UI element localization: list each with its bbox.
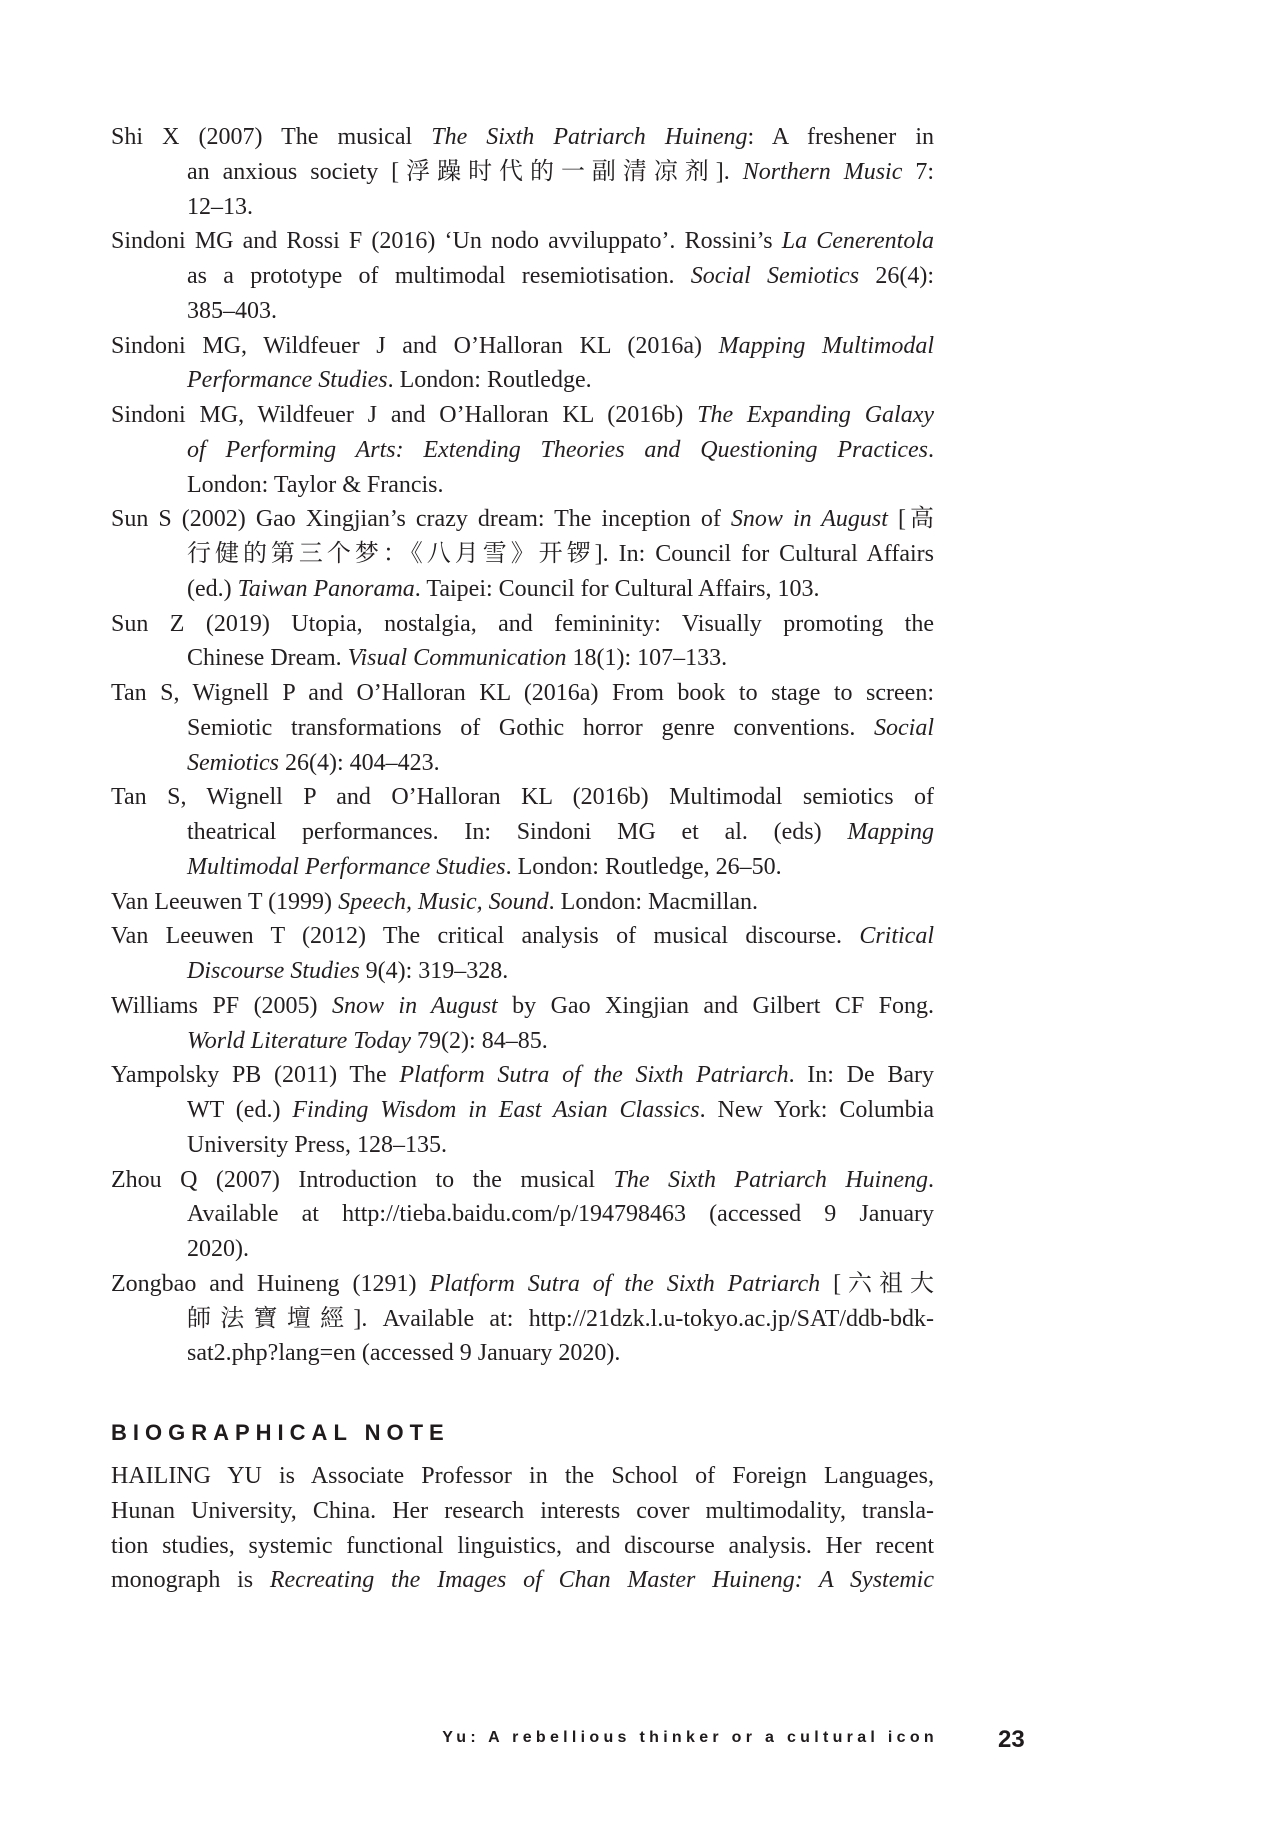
text-run: . [928,436,934,463]
text-run: [高 [887,506,934,533]
reference-list [111,120,934,1371]
reference-line [111,1163,934,1198]
reference-line [111,329,934,364]
text-run: Sindoni MG, Wildfeuer J and O’Halloran KL (2016a) [111,332,719,359]
text-run: WT (ed.) [187,1097,293,1123]
italic-text-run: Semiotics [187,749,279,776]
page-number: 23 [998,1726,1025,1753]
reference-entry [111,1267,934,1371]
reference-entry [111,329,934,399]
reference-line [111,190,934,225]
section-heading: BIOGRAPHICAL NOTE [111,1420,450,1445]
italic-text-run: Multimodal Performance Studies [187,853,506,880]
text-run: Sun Z (2019) Utopia, nostalgia, and femininity: Visually promoting the [111,610,934,637]
reference-line [111,1197,934,1232]
reference-line [111,294,934,329]
italic-text-run: Platform Sutra of the Sixth Patriarch [429,1270,821,1297]
italic-text-run: Finding Wisdom in East Asian Classics [292,1097,700,1123]
bio-line [111,1459,934,1494]
text-run: . London: Macmillan. [548,888,758,915]
text-run: sat2.php?lang=en (accessed 9 January 2020). [187,1340,621,1367]
text-run: Semiotic transformations of Gothic horror genre conventions. [187,714,874,741]
reference-entry [111,1058,934,1162]
reference-line [111,780,934,815]
reference-line [111,1267,934,1302]
reference-line [111,120,934,155]
text-run: University Press, 128–135. [187,1131,447,1158]
text-run: . In: De Bary [788,1062,934,1089]
text-run: Sun S (2002) Gao Xingjian’s crazy dream: The inception of [111,506,731,533]
text-run: 9(4): 319–328. [359,958,509,984]
text-run: 18(1): 107–133. [566,645,728,672]
text-run: tion studies, systemic functional linguistics, and discourse analysis. Her recent [111,1532,934,1559]
reference-entry [111,607,934,677]
text-run: Van Leeuwen T (2012) The critical analysis of musical discourse. [111,923,860,950]
reference-line [111,398,934,433]
text-run: . [928,1166,934,1193]
reference-line [111,224,934,259]
reference-line [111,537,934,572]
reference-line [111,1024,934,1059]
italic-text-run: La Cenerentola [781,228,934,255]
italic-text-run: Social Semiotics [690,263,860,289]
text-run: . London: Routledge, 26–50. [505,853,782,880]
italic-text-run: Taiwan Panorama [237,575,415,602]
italic-text-run: Performance Studies [187,367,388,394]
text-run: Sindoni MG and Rossi F (2016) ‘Un nodo avviluppato’. Rossini’s [111,228,782,255]
reference-line [111,815,934,850]
reference-line [111,1336,934,1371]
italic-text-run: Critical [859,923,934,950]
text-run: Williams PF (2005) [111,992,332,1019]
text-run: Yampolsky PB (2011) The [111,1062,400,1089]
reference-line [111,641,934,676]
italic-text-run: Discourse Studies [187,958,360,984]
text-run: by Gao Xingjian and Gilbert CF Fong. [497,992,934,1019]
text-run: as a prototype of multimodal resemiotisation. [187,263,691,289]
text-run: Van Leeuwen T (1999) [111,888,339,915]
reference-entry [111,919,934,989]
reference-entry [111,989,934,1059]
italic-text-run: Snow in August [331,992,498,1019]
text-run: . Taipei: Council for Cultural Affairs, 103. [414,575,820,602]
reference-line [111,502,934,537]
text-run: Shi X (2007) The musical [111,124,432,150]
reference-line [111,433,934,468]
italic-text-run: Social [874,714,934,741]
reference-entry [111,1163,934,1267]
text-run: 26(4): [859,263,934,289]
text-run: (ed.) [187,575,238,602]
italic-text-run: The Expanding Galaxy [697,402,934,428]
running-title: Yu: A rebellious thinker or a cultural icon [442,1729,938,1746]
text-run: 行健的第三个梦：《八月雪》开锣]. In: Council for Cultural Affairs [187,541,934,567]
reference-entry [111,120,934,224]
text-run: Chinese Dream. [187,645,348,672]
italic-text-run: Visual Communication [347,645,567,672]
reference-entry [111,398,934,502]
text-run: monograph is [111,1567,270,1594]
reference-line [111,607,934,642]
reference-entry [111,224,934,328]
reference-line [111,850,934,885]
text-run: 385–403. [187,297,277,324]
text-run: Available at http://tieba.baidu.com/p/194798463 (accessed 9 January [187,1201,934,1228]
reference-line [111,711,934,746]
reference-line [111,1093,934,1128]
text-run: Tan S, Wignell P and O’Halloran KL (2016b) Multimodal semiotics of [111,784,934,811]
reference-entry [111,676,934,780]
bio-line [111,1563,934,1598]
text-run: : A freshener in [747,124,934,150]
reference-line [111,1302,934,1337]
reference-line [111,1128,934,1163]
italic-text-run: Northern Music [742,158,903,185]
text-run: London: Taylor & Francis. [187,471,444,498]
text-run: 79(2): 84–85. [411,1027,548,1054]
reference-line [111,363,934,398]
reference-line [111,885,934,920]
bio-line [111,1494,934,1529]
reference-line [111,468,934,503]
text-run: 2020). [187,1236,249,1262]
text-run: an anxious society [浮躁时代的一副清凉剂]. [187,158,743,185]
text-run: . New York: Columbia [699,1097,934,1123]
text-run: Tan S, Wignell P and O’Halloran KL (2016a) From book to stage to screen: [111,680,934,706]
text-run: 師法寶壇經]. Available at: http://21dzk.l.u-tokyo.ac.jp/SAT/ddb-bdk- [187,1305,934,1332]
reference-line [111,1058,934,1093]
reference-line [111,676,934,711]
text-run: 7: [902,158,934,185]
italic-text-run: of Performing Arts: Extending Theories and Questioning Practices [187,436,928,463]
text-run: 26(4): 404–423. [278,749,440,776]
text-run: [六祖大 [820,1270,934,1297]
text-run: 12–13. [187,193,253,220]
italic-text-run: World Literature Today [187,1027,412,1054]
italic-text-run: Platform Sutra of the Sixth Patriarch [399,1062,789,1089]
italic-text-run: Speech, Music, Sound [338,888,549,915]
reference-line [111,746,934,781]
biographical-note-body [111,1459,934,1598]
italic-text-run: Mapping Multimodal [718,332,934,359]
reference-entry [111,502,934,606]
text-run: Zhou Q (2007) Introduction to the musical [111,1166,614,1193]
italic-text-run: The Sixth Patriarch Huineng [431,124,748,150]
reference-line [111,155,934,190]
reference-line [111,259,934,294]
text-run: theatrical performances. In: Sindoni MG et al. (eds) [187,819,848,845]
reference-entry [111,885,934,920]
reference-line [111,954,934,989]
bio-line [111,1529,934,1564]
reference-line [111,572,934,607]
reference-line [111,919,934,954]
italic-text-run: Mapping [847,819,934,845]
text-run: Sindoni MG, Wildfeuer J and O’Halloran KL (2016b) [111,402,698,428]
text-run: . London: Routledge. [387,367,592,394]
text-run: HAILING YU is Associate Professor in the School of Foreign Languages, [111,1463,934,1489]
text-run: Hunan University, China. Her research interests cover multimodality, transla- [111,1497,934,1524]
italic-text-run: Snow in August [730,506,888,533]
italic-text-run: Recreating the Images of Chan Master Huineng: A Systemic [269,1567,934,1594]
reference-line [111,1232,934,1267]
reference-entry [111,780,934,884]
italic-text-run: The Sixth Patriarch Huineng [613,1166,928,1193]
reference-line [111,989,934,1024]
text-run: Zongbao and Huineng (1291) [111,1270,430,1297]
